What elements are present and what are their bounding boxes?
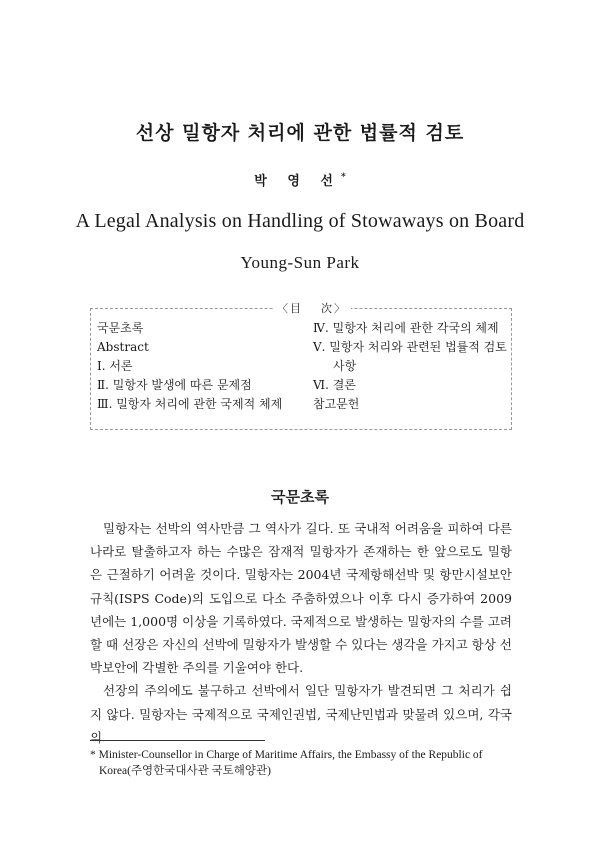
footnote-text-line2: Korea(주영한국대사관 국토해양관) bbox=[99, 765, 271, 777]
paragraph: 선장의 주의에도 불구하고 선박에서 일단 밀항자가 발견되면 그 처리가 쉽지 않다. 밀항자는 국제적으로 국제인권법, 국제난민법과 맞물려 있으며, 각국의 bbox=[90, 683, 512, 745]
abstract-heading: 국문초록 bbox=[271, 488, 329, 506]
paragraph: 밀항자는 선박의 역사만큼 그 역사가 길다. 또 국내적 어려움을 피하여 다른 나라로 탈출하고자 하는 수많은 잠재적 밀항자가 존재하는 한 앞으로도 밀항은 근절하기 어려울 것이다. 밀항자는 2004년 국제항해선박 및 항만시설보안규칙(ISPS Code)의 도입으로 다소 주춤하였으나 이후 다시 증가하여 2009년에는 1,000명 이상을 기록하였다. 국제적으로 발생하는 밀항자의 수를 고려할 때 선장은 자신의 선박에 밀항자가 발생할 수 있다는 생각을 가지고 항상 선박보안에 각별한 주의를 기울여야 한다. bbox=[90, 521, 513, 676]
toc-item: Ⅰ. 서론 bbox=[97, 359, 133, 373]
abstract-body bbox=[90, 517, 512, 749]
author-footnote-mark: * bbox=[341, 172, 346, 183]
toc-label-open: 〈目 bbox=[277, 302, 303, 315]
footnote-mark: * bbox=[90, 749, 96, 761]
footnote-text-line1: Minister-Counsellor in Charge of Maritime Affairs, the Embassy of the Republic of bbox=[98, 749, 483, 761]
toc-left-column bbox=[97, 319, 282, 414]
author-korean bbox=[0, 170, 600, 189]
footnote-divider bbox=[90, 740, 265, 741]
toc-item: Ⅵ. 결론 bbox=[313, 378, 356, 392]
toc-item: Ⅱ. 밀항자 발생에 따른 문제점 bbox=[97, 378, 252, 392]
paper-title-korean: 선상 밀항자 처리에 관한 법률적 검토 bbox=[135, 122, 465, 144]
toc-item: Abstract bbox=[97, 340, 149, 354]
toc-item: 국문초록 bbox=[97, 321, 144, 335]
toc-label-close: 次〉 bbox=[321, 302, 347, 315]
toc-item: Ⅴ. 밀항자 처리와 관련된 법률적 검토사항 bbox=[313, 340, 507, 373]
toc-label bbox=[273, 300, 351, 316]
footnote bbox=[90, 747, 512, 779]
table-of-contents bbox=[90, 302, 512, 430]
toc-item: 참고문헌 bbox=[313, 397, 360, 411]
paper-title-english: A Legal Analysis on Handling of Stowaways on Board bbox=[75, 210, 525, 232]
toc-item: Ⅳ. 밀항자 처리에 관한 각국의 체제 bbox=[313, 321, 499, 335]
author-english: Young-Sun Park bbox=[240, 253, 360, 272]
author-korean-name: 박 영 선 bbox=[254, 174, 341, 189]
toc-item: Ⅲ. 밀항자 처리에 관한 국제적 체제 bbox=[97, 397, 283, 411]
toc-right-column bbox=[313, 319, 509, 414]
